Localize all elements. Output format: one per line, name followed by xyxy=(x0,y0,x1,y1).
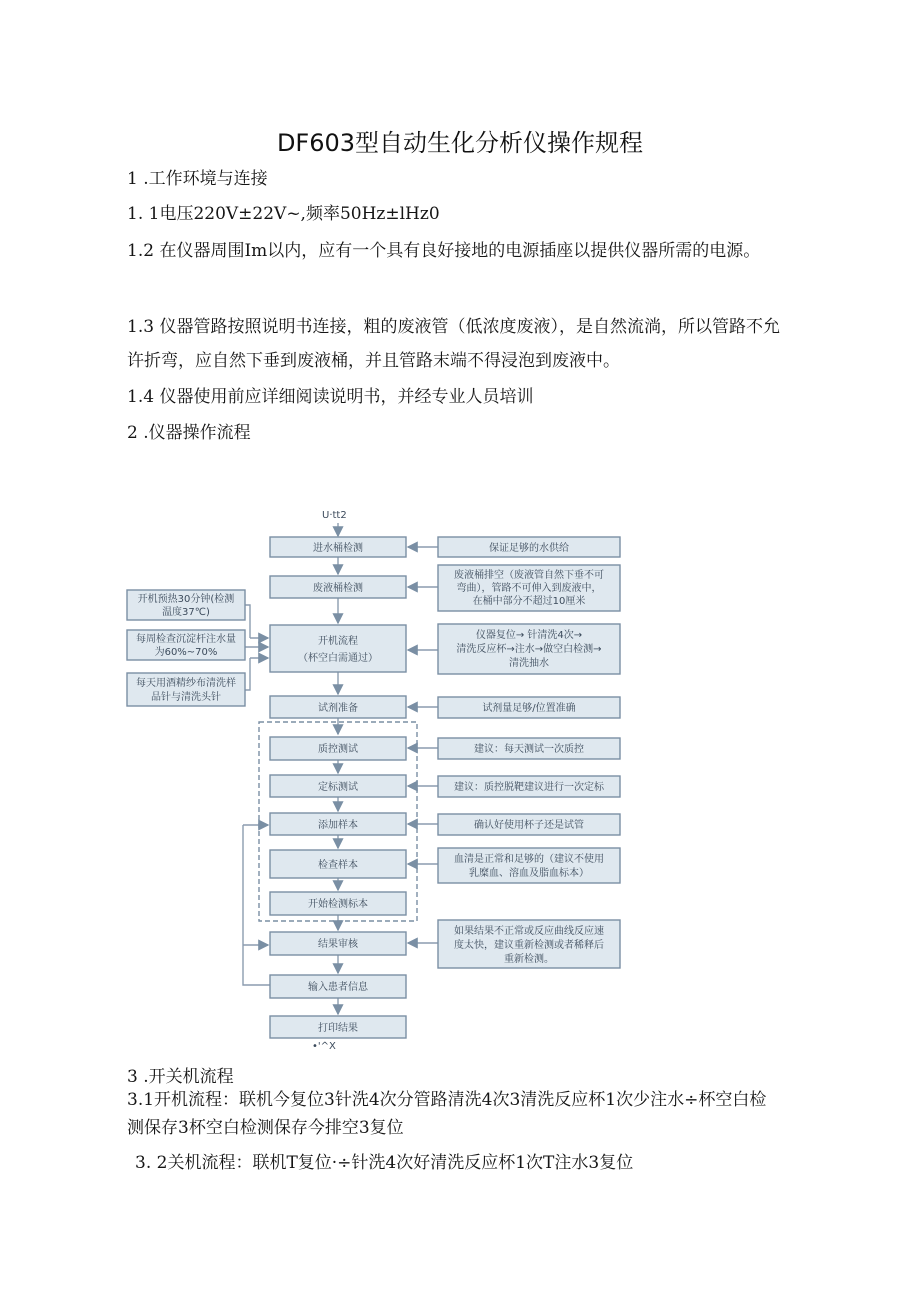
note-reagent xyxy=(438,697,620,718)
note-serum xyxy=(438,848,620,883)
note-line: 每周检查沉淀杆注水量 xyxy=(136,634,236,645)
section-3-heading: 3 .开关机流程 xyxy=(127,1067,234,1087)
section-1-1: 1. 1电压220V±22V~,频率50Hz±lHz0 xyxy=(127,204,440,224)
step-sublabel: （杯空白需通过） xyxy=(298,653,378,664)
note-line: 弯曲），管路不可伸入到废液中， xyxy=(456,583,602,594)
note-line: 试剂量足够/位置准确 xyxy=(482,703,576,714)
note-line: 仪器复位→ 针清洗4次→ xyxy=(475,630,583,641)
note-cup-or-tube xyxy=(438,814,620,835)
step-label: 结果审核 xyxy=(318,939,358,950)
step-result-review xyxy=(270,932,406,955)
note-line: 在桶中部分不超过10厘米 xyxy=(472,596,586,607)
flow-top-label: U·tt2 xyxy=(322,510,347,521)
step-label: 检查样本 xyxy=(318,860,358,871)
note-line: 温度37℃) xyxy=(162,607,210,618)
section-3-1: 3.1开机流程：联机今复位3针洗4次分管路清洗4次3清洗反应杯1次少注水÷杯空白检测保存3杯空白检测保存今排空3复位 xyxy=(127,1090,767,1138)
step-water-check xyxy=(270,537,406,557)
section-1-heading: 1 .工作环境与连接 xyxy=(127,169,268,189)
step-label: 进水桶检测 xyxy=(313,543,363,554)
note-line: 乳糜血、溶血及脂血标本） xyxy=(469,868,589,879)
note-line: 建议：质控脱靶建议进行一次定标 xyxy=(454,782,604,793)
step-label: 打印结果 xyxy=(318,1023,358,1034)
section-1-3: 1.3 仪器管路按照说明书连接，粗的废液管（低浓度废液），是自然流淌，所以管路不允许折弯，应自然下垂到废液桶，并且管路末端不得浸泡到废液中。 xyxy=(127,317,780,371)
note-line: 保证足够的水供给 xyxy=(489,543,569,554)
note-line: 清洗抽水 xyxy=(509,658,549,669)
note-weekly-check xyxy=(127,630,245,660)
note-line: 开机预热30分钟(检测 xyxy=(137,594,235,605)
section-3-2: 3. 2关机流程：联机T复位·÷针洗4次好清洗反应杯1次T注水3复位 xyxy=(135,1153,634,1173)
step-print-result xyxy=(270,1016,406,1038)
note-line: 重新检测。 xyxy=(504,954,554,965)
step-label: 质控测试 xyxy=(318,744,358,755)
step-patient-info xyxy=(270,975,406,998)
step-label: 开始检测标本 xyxy=(308,899,368,910)
document-title: DF603型自动生化分析仪操作规程 xyxy=(276,129,644,157)
note-startup-steps xyxy=(438,624,620,674)
note-line: 血清是正常和足够的（建议不使用 xyxy=(454,854,604,865)
note-line: 清洗反应杯→注水→做空白检测→ xyxy=(456,644,602,655)
step-label: 定标测试 xyxy=(318,782,358,793)
step-qc-test xyxy=(270,737,406,760)
step-label: 开机流程 xyxy=(318,636,358,647)
step-reagent-prep xyxy=(270,696,406,718)
section-1-2: 1.2 在仪器周围Im以内，应有一个具有良好接地的电源插座以提供仪器所需的电源。 xyxy=(127,241,761,261)
step-add-sample xyxy=(270,813,406,835)
note-calibration xyxy=(438,776,620,797)
note-line: 确认好使用杯子还是试管 xyxy=(474,820,584,831)
flow-bottom-label: •'^X xyxy=(312,1041,336,1052)
step-calibration xyxy=(270,775,406,797)
note-daily-clean xyxy=(127,673,245,706)
step-startup xyxy=(270,625,406,672)
loop-connector xyxy=(243,825,270,985)
step-label: 输入患者信息 xyxy=(308,982,368,993)
note-line: 每天用酒精纱布清洗样 xyxy=(136,678,236,689)
step-waste-check xyxy=(270,576,406,598)
step-check-sample xyxy=(270,850,406,878)
section-1-4: 1.4 仪器使用前应详细阅读说明书，并经专业人员培训 xyxy=(127,387,534,407)
note-line: 为60%~70% xyxy=(154,647,218,658)
right-note-arrows xyxy=(408,547,438,943)
note-waste-drain xyxy=(438,565,620,611)
note-line: 建议：每天测试一次质控 xyxy=(474,744,584,755)
note-line: 品针与清洗头针 xyxy=(151,692,221,703)
note-line: 如果结果不正常或反应曲线反应速 xyxy=(454,926,604,937)
note-line: 废液桶排空（废液管自然下垂不可 xyxy=(454,570,604,581)
left-note-connectors xyxy=(245,605,268,690)
step-label: 废液桶检测 xyxy=(313,583,363,594)
note-qc xyxy=(438,738,620,759)
note-line: 度太快，建议重新检测或者稀释后 xyxy=(454,940,604,951)
section-2-heading: 2 .仪器操作流程 xyxy=(127,423,251,443)
step-label: 试剂准备 xyxy=(318,703,358,714)
note-warmup xyxy=(127,590,245,620)
note-water-supply xyxy=(438,537,620,557)
note-abnormal-result xyxy=(438,920,620,968)
step-label: 添加样本 xyxy=(318,820,358,831)
step-start-detection xyxy=(270,892,406,915)
